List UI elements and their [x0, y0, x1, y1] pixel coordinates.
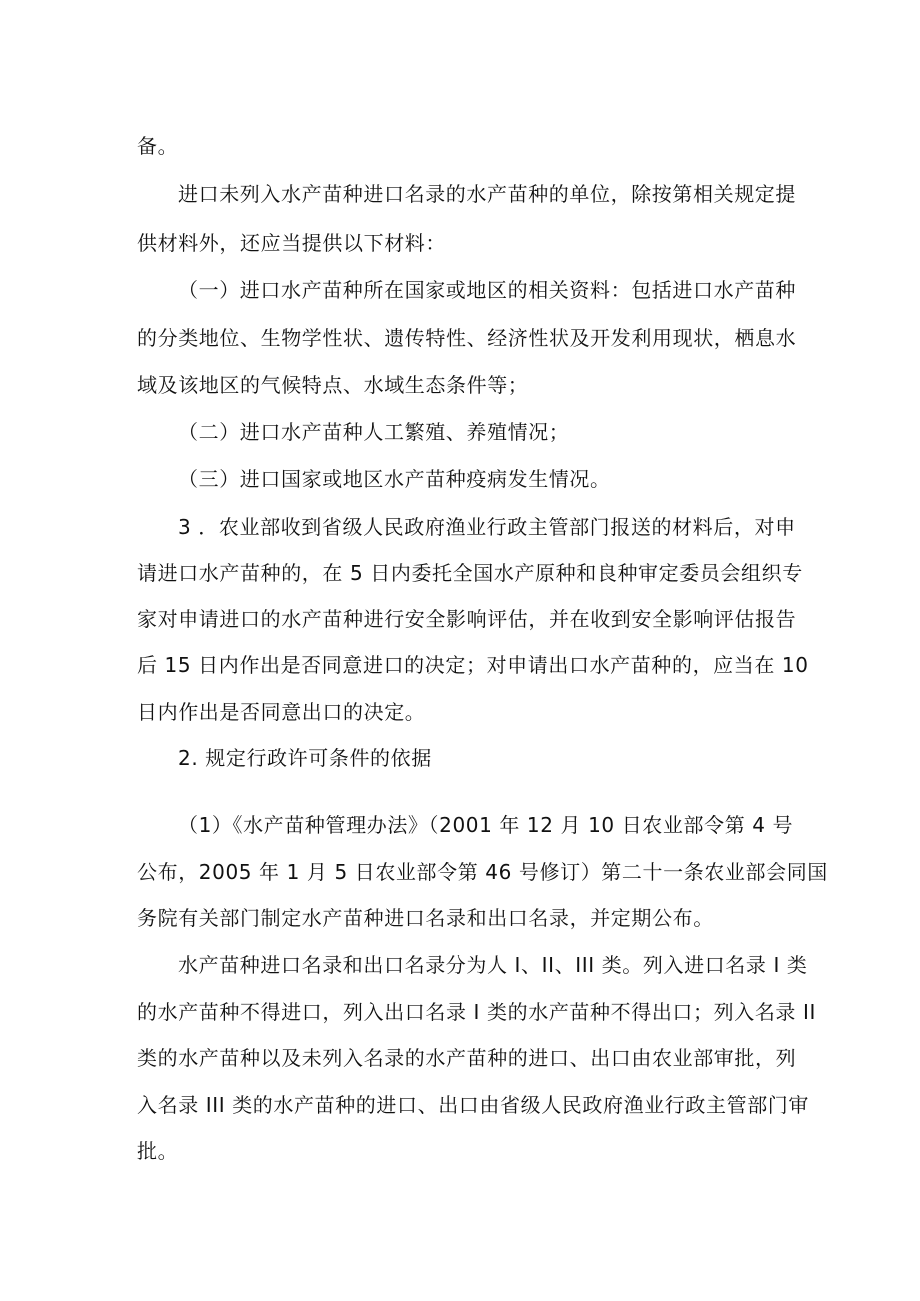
text-line: 日内作出是否同意出口的决定。	[137, 700, 426, 724]
text-line: （二）进口水产苗种人工繁殖、养殖情况；	[178, 420, 570, 444]
text-line: 域及该地区的气候特点、水域生态条件等；	[137, 373, 529, 397]
text-line: 公布，2005 年 1 月 5 日农业部令第 46 号修订）第二十一条农业部会同国	[137, 860, 828, 884]
text-line: （一）进口水产苗种所在国家或地区的相关资料：包括进口水产苗种	[178, 278, 796, 302]
text-line: 家对申请进口的水产苗种进行安全影响评估，并在收到安全影响评估报告	[137, 607, 797, 631]
text-line: 供材料外，还应当提供以下材料：	[137, 231, 446, 255]
text-line: （三）进口国家或地区水产苗种疫病发生情况。	[178, 467, 611, 491]
text-line: （1）《水产苗种管理办法》（2001 年 12 月 10 日农业部令第 4 号	[178, 813, 794, 837]
text-line: 务院有关部门制定水产苗种进口名录和出口名录，并定期公布。	[137, 906, 714, 930]
text-line: 2. 规定行政许可条件的依据	[178, 746, 432, 770]
text-line: 水产苗种进口名录和出口名录分为人 I、II、III 类。列入进口名录 I 类	[178, 953, 808, 977]
text-line: 类的水产苗种以及未列入名录的水产苗种的进口、出口由农业部审批，列	[137, 1046, 797, 1070]
text-line: 备。	[137, 134, 179, 158]
text-line: 请进口水产苗种的，在 5 日内委托全国水产原种和良种审定委员会组织专	[137, 561, 803, 585]
text-line: 后 15 日内作出是否同意进口的决定；对申请出口水产苗种的，应当在 10	[137, 653, 809, 677]
text-line: 3 ．农业部收到省级人民政府渔业行政主管部门报送的材料后，对申	[178, 515, 796, 539]
text-line: 的分类地位、生物学性状、遗传特性、经济性状及开发利用现状，栖息水	[137, 326, 797, 350]
text-line: 的水产苗种不得进口，列入出口名录 I 类的水产苗种不得出口；列入名录 II	[137, 1000, 816, 1024]
text-line: 进口未列入水产苗种进口名录的水产苗种的单位，除按第相关规定提	[178, 182, 796, 206]
text-line: 批。	[137, 1139, 179, 1163]
text-line: 入名录 III 类的水产苗种的进口、出口由省级人民政府渔业行政主管部门审	[137, 1093, 810, 1117]
